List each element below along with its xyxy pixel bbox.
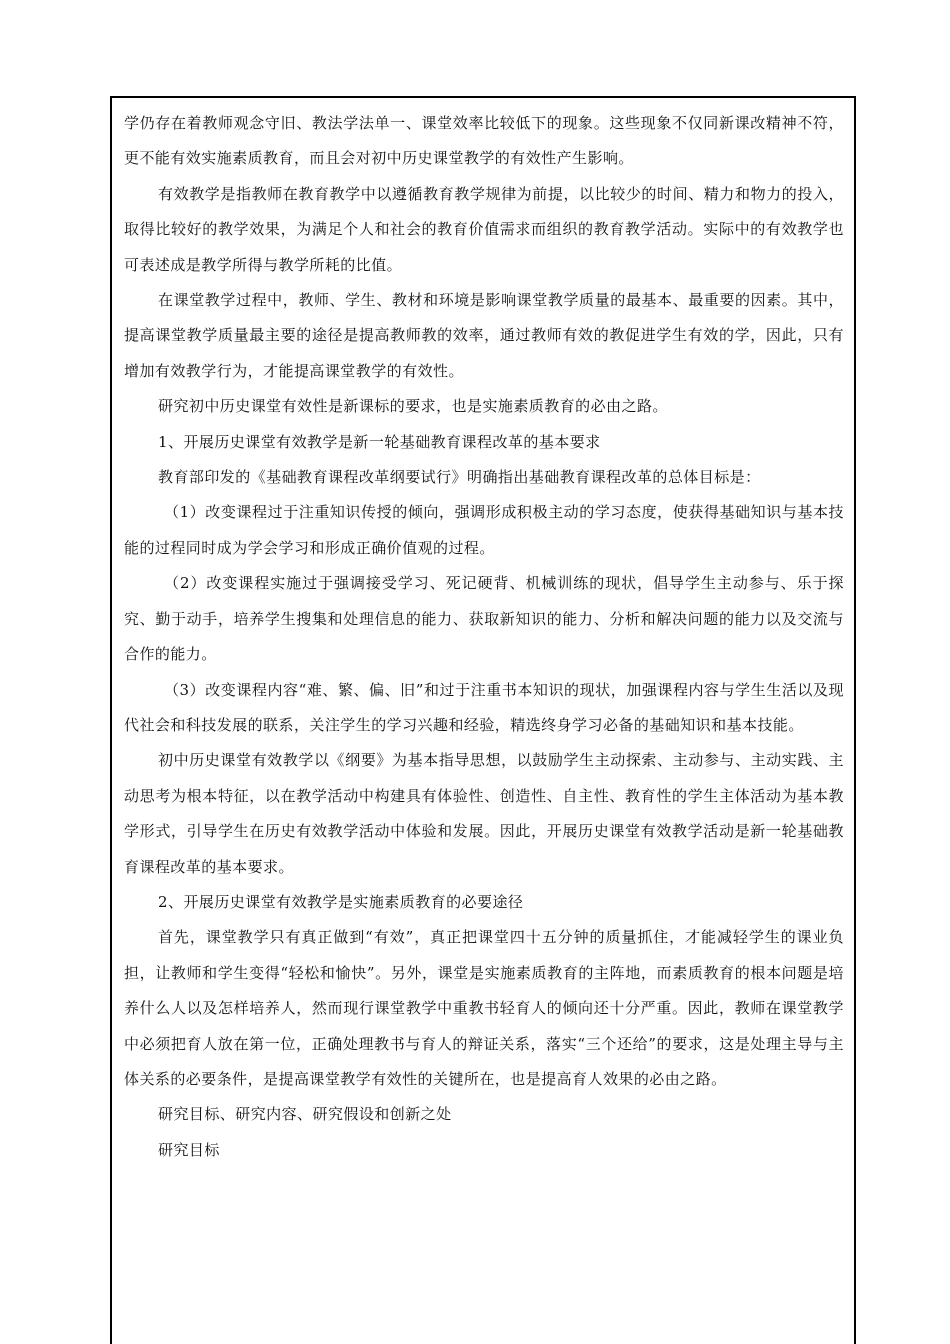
section-heading-research: 研究目标、研究内容、研究假设和创新之处 (158, 1105, 452, 1124)
section-heading-1: 1、开展历史课堂有效教学是新一轮基础教育课程改革的基本要求 (158, 432, 601, 451)
paragraph-ministry-outline: 教育部印发的《基础教育课程改革纲要试行》明确指出基础教育课程改革的总体目标是： (158, 468, 761, 487)
list-item-goal-2: （2）改变课程实施过于强调接受学习、死记硬背、机械训练的现状，倡导学生主动参与、乐于探究、勤于动手，培养学生搜集和处理信息的能力、获取新知识的能力、分析和解决问题的能力以及交流与合作的能力。 (124, 574, 844, 664)
paragraph-effective-teaching-definition: 有效教学是指教师在教育教学中以遵循教育教学规律为前提，以比较少的时间、精力和物力的投入，取得比较好的教学效果，为满足个人和社会的教育价值需求而组织的教育教学活动。实际中的有效教学也可表述成是教学所得与教学所耗的比值。 (124, 184, 844, 274)
paragraph-quality-education: 首先，课堂教学只有真正做到“有效”，真正把课堂四十五分钟的质量抓住，才能减轻学生的课业负担，让教师和学生变得“轻松和愉快”。另外，课堂是实施素质教育的主阵地，而素质教育的根本问题是培养什么人以及怎样培养人，然而现行课堂教学中重教书轻育人的倾向还十分严重。因此，教师在课堂教学中必须把育人放在第一位，正确处理教书与育人的辩证关系，落实“三个还给”的要求，这是处理主导与主体关系的必要条件，是提高课堂教学有效性的关键所在，也是提高育人效果的必由之路。 (124, 928, 844, 1088)
paragraph-research-necessity: 研究初中历史课堂有效性是新课标的要求，也是实施素质教育的必由之路。 (158, 397, 668, 416)
paragraph-intro-continuation: 学仍存在着教师观念守旧、教法学法单一、课堂效率比较低下的现象。这些现象不仅同新课改精神不符，更不能有效实施素质教育，而且会对初中历史课堂教学的有效性产生影响。 (124, 114, 844, 168)
paragraph-history-teaching-guidance: 初中历史课堂有效教学以《纲要》为基本指导思想，以鼓励学生主动探索、主动参与、主动实践、主动思考为根本特征，以在教学活动中构建具有体验性、创造性、自主性、教育性的学生主体活动为基本教学形式，引导学生在历史有效教学活动中体验和发展。因此，开展历史课堂有效教学活动是新一轮基础教育课程改革的基本要求。 (124, 751, 844, 876)
table-cell-frame (110, 96, 856, 1344)
document-body (124, 106, 844, 1168)
section-heading-2: 2、开展历史课堂有效教学是实施素质教育的必要途径 (158, 892, 524, 911)
section-heading-research-goals: 研究目标 (158, 1140, 220, 1159)
list-item-goal-1: （1）改变课程过于注重知识传授的倾向，强调形成积极主动的学习态度，使获得基础知识与基本技能的过程同时成为学会学习和形成正确价值观的过程。 (124, 503, 844, 557)
paragraph-classroom-factors: 在课堂教学过程中，教师、学生、教材和环境是影响课堂教学质量的最基本、最重要的因素。其中，提高课堂教学质量最主要的途径是提高教师教的效率，通过教师有效的教促进学生有效的学，因此，只有增加有效教学行为，才能提高课堂教学的有效性。 (124, 291, 844, 380)
list-item-goal-3: （3）改变课程内容“难、繁、偏、旧”和过于注重书本知识的现状，加强课程内容与学生生活以及现代社会和科技发展的联系，关注学生的学习兴趣和经验，精选终身学习必备的基础知识和基本技能。 (124, 680, 844, 734)
